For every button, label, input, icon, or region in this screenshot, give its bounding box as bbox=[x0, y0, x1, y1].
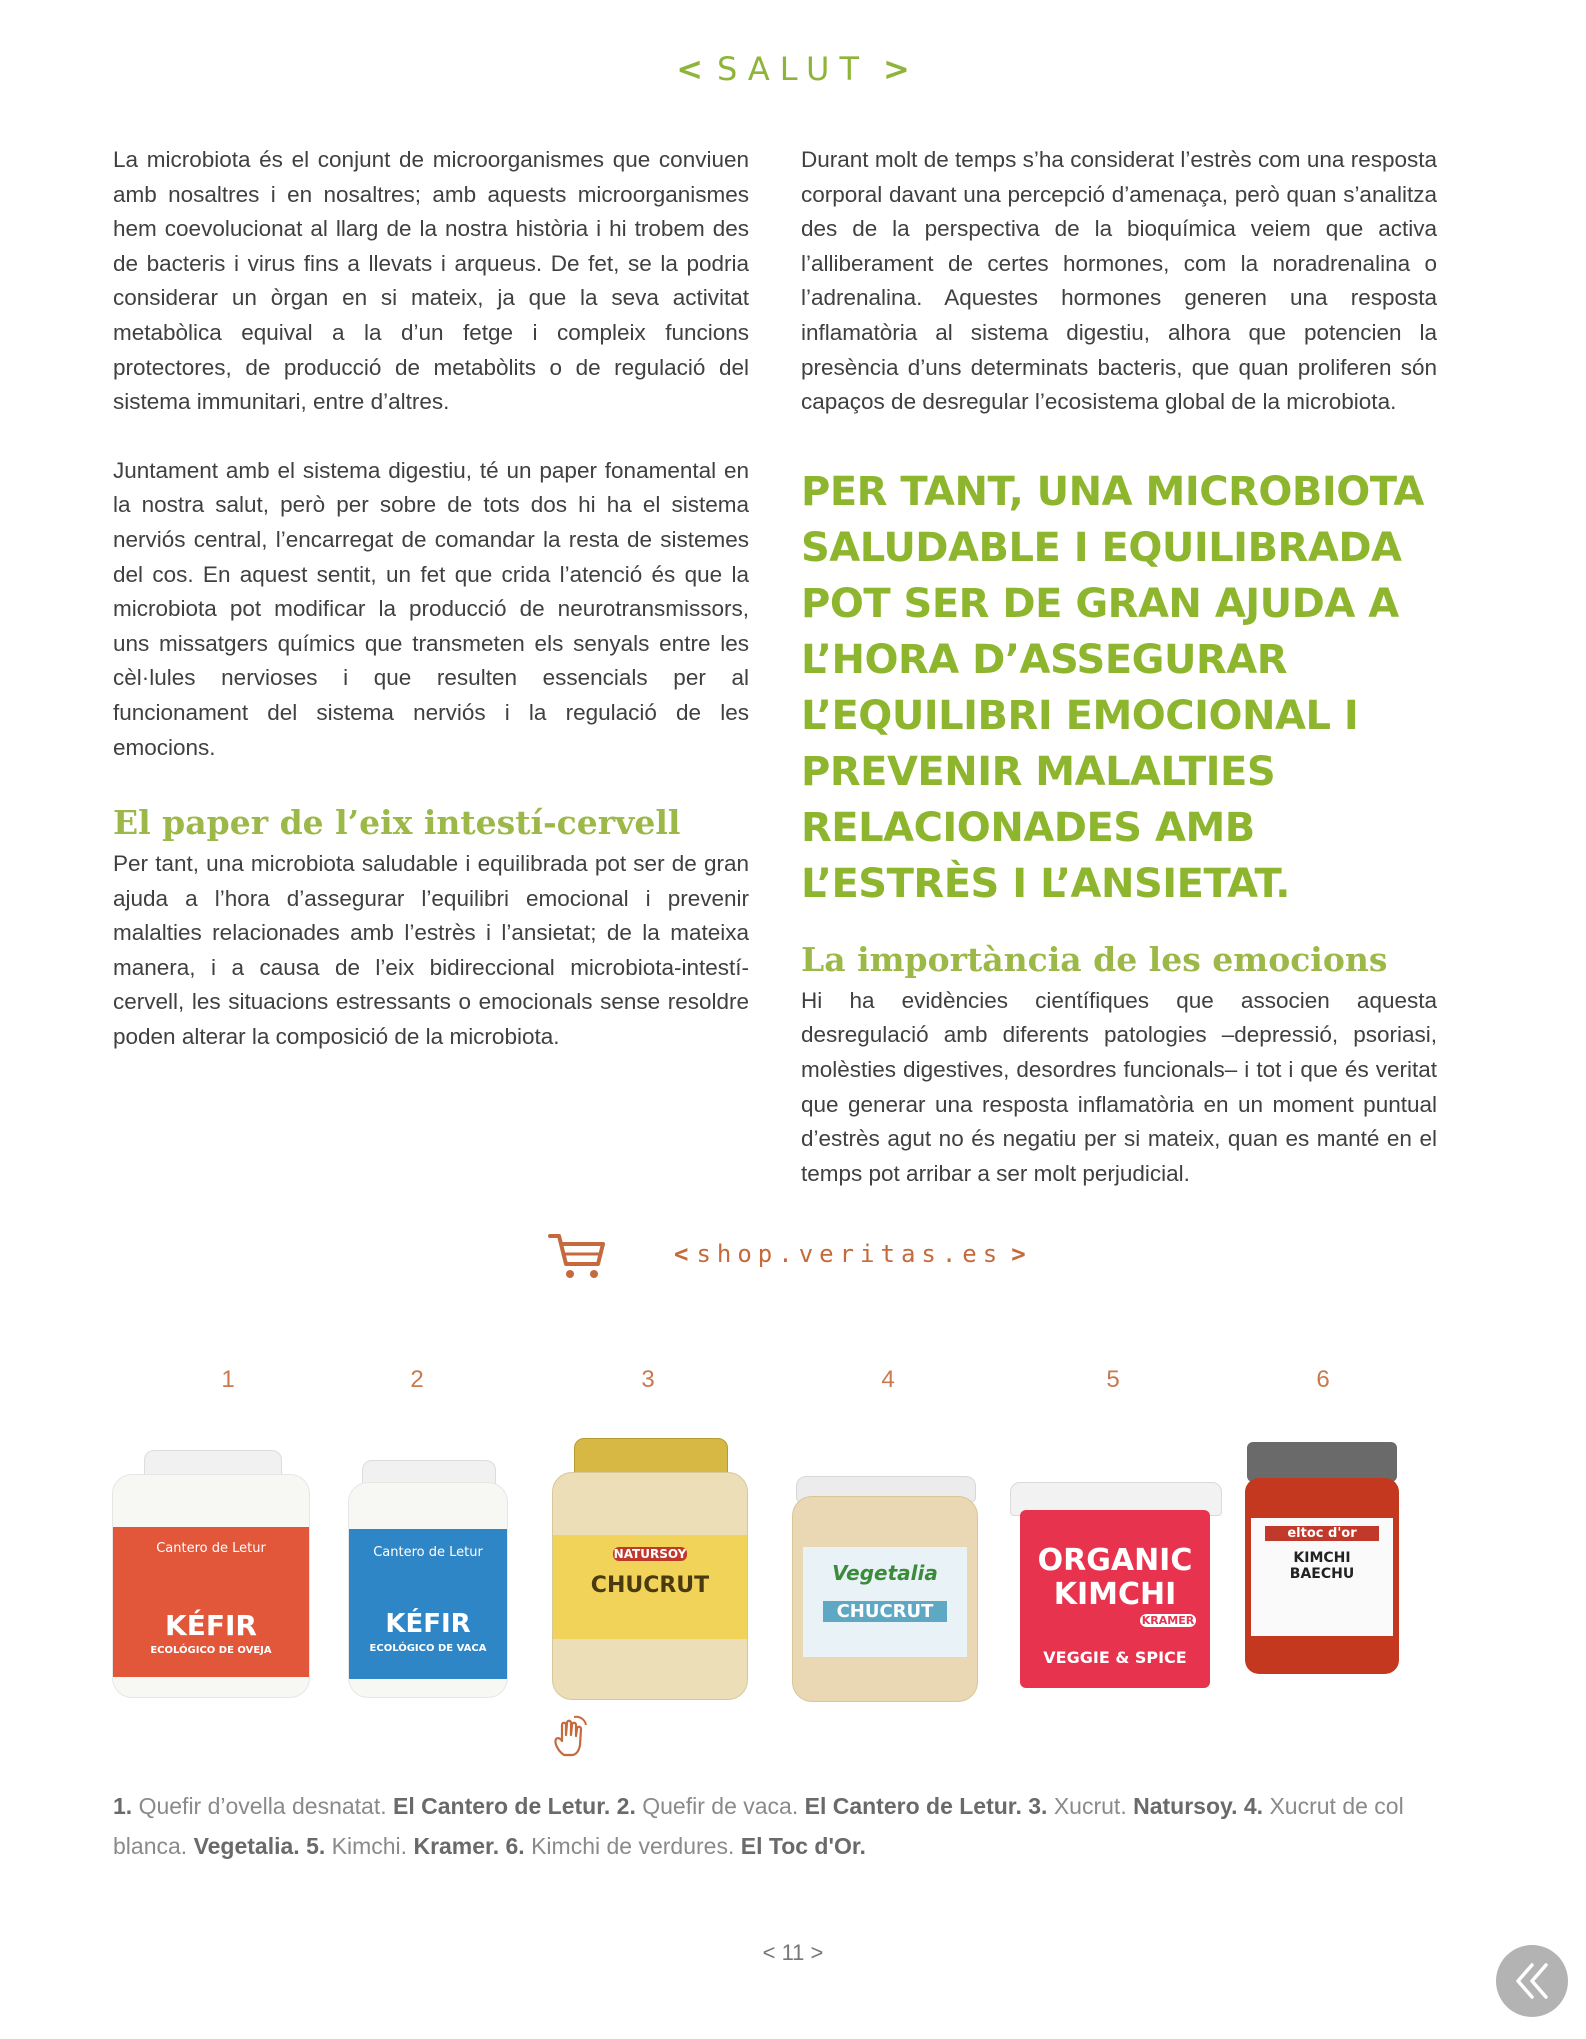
product-label: KÉFIR bbox=[385, 1609, 471, 1639]
product-brand: eltoc d'or bbox=[1265, 1526, 1379, 1541]
page-number: < 11 > bbox=[762, 1940, 824, 1965]
left-column bbox=[113, 143, 749, 1055]
product-brand: Vegetalia bbox=[832, 1561, 938, 1585]
caption-brand: Vegetalia. bbox=[193, 1833, 300, 1859]
caption-num: 5. bbox=[299, 1833, 326, 1859]
product-brand: KRAMER bbox=[1141, 1614, 1195, 1627]
caption-text: Quefir de vaca. bbox=[635, 1793, 805, 1819]
right-paragraph-1: Durant molt de temps s’ha considerat l’estrès com una resposta corporal davant una percepció d’amenaça, però quan s’analitza des de la perspectiva de la bioquímica veiem que activa l’alliberament de certes hormones, com la noradrenalina o l’adrenalina. Aquestes hormones generen una resposta inflamatòria al sistema digestiu, alhora que potencien la presència d’uns determinats bacteris, que quan proliferen són capaços de desregular l’ecosistema global de la microbiota. bbox=[801, 147, 1437, 415]
left-paragraph-2: Juntament amb el sistema digestiu, té un paper fonamental en la nostra salut, però per sobre de tots dos hi ha el sistema nerviós central, l’encarregat de comandar la resta de sistemes del cos. En aquest sentit, un fet que crida l’atenció és que la microbiota pot modificar la producció de neurotransmissors, uns missatgers químics que transmeten els senyals entre les cèl·lules nervioses i que resulten essencials per al funcionament del sistema nerviós i la regulació de les emocions. bbox=[113, 457, 749, 760]
caption-num: 2. bbox=[610, 1793, 636, 1819]
shop-url[interactable]: shop.veritas.es bbox=[696, 1240, 1004, 1268]
subheading-gut-brain-axis: El paper de l’eix intestí-cervell bbox=[113, 803, 681, 843]
caption-text: Kimchi de verdures. bbox=[524, 1833, 741, 1859]
product-kimchi-toc-dor[interactable] bbox=[1245, 1442, 1401, 1678]
cart-icon[interactable] bbox=[548, 1230, 606, 1282]
caption-text: Kimchi. bbox=[325, 1833, 414, 1859]
product-brand: Cantero de Letur bbox=[156, 1541, 266, 1556]
product-caption bbox=[113, 1786, 1443, 1866]
product-brand: Cantero de Letur bbox=[373, 1545, 483, 1560]
caption-brand: Kramer. bbox=[413, 1833, 500, 1859]
caption-num: 1. bbox=[113, 1793, 133, 1819]
caption-text: Xucrut. bbox=[1047, 1793, 1134, 1819]
double-chevron-left-icon bbox=[1510, 1961, 1554, 2001]
product-sublabel: VEGGIE & SPICE bbox=[1043, 1648, 1187, 1667]
product-sublabel: ECOLÓGICO DE OVEJA bbox=[150, 1645, 272, 1656]
product-kimchi-kramer[interactable] bbox=[1010, 1482, 1222, 1692]
left-paragraph-1: La microbiota és el conjunt de microorganismes que conviuen amb nosaltres i en nosaltres; amb aquests microorganismes hem coevolucionat al llarg de la nostra història i hi trobem des de bacteris i virus fins a llevats i arqueus. De fet, se la podria considerar un òrgan en si mateix, ja que la seva activitat metabòlica equival a la d’un fetge i compleix funcions protectores, de producció de metabòlits o de regulació del sistema immunitari, entre d’altres. bbox=[113, 147, 749, 415]
right-paragraph-2: Hi ha evidències científiques que associen aquesta desregulació amb diferents patologies –depressió, psoriasi, molèsties digestives, desordres funcionals– i tot i que és veritat que generar una resposta inflamatòria en un moment puntual d’estrès agut no és negatiu per si mateix, quan es manté en el temps pot arribar a ser molt perjudicial. bbox=[801, 987, 1437, 1186]
chevron-left-icon: < bbox=[674, 1240, 689, 1268]
product-label: CHUCRUT bbox=[590, 1573, 710, 1598]
product-label: KÉFIR bbox=[165, 1609, 257, 1642]
chevron-left-icon: < bbox=[676, 50, 703, 88]
product-chucrut-natursoy[interactable] bbox=[552, 1438, 748, 1702]
product-chucrut-vegetalia[interactable] bbox=[792, 1476, 978, 1702]
product-label: KIMCHI BAECHU bbox=[1289, 1550, 1355, 1582]
product-label: ORGANIC KIMCHI bbox=[1037, 1543, 1193, 1612]
product-number-1: 1 bbox=[221, 1366, 235, 1393]
left-paragraph-3: Per tant, una microbiota saludable i equilibrada pot ser de gran ajuda a l’hora d’assegurar l’equilibri emocional i prevenir malalties relacionades amb l’estrès i l’ansietat; de la mateixa manera, i a causa de l’eix bidireccional microbiota-intestí-cervell, les situacions estressants o emocionals sense resoldre poden alterar la composició de la microbiota. bbox=[113, 851, 749, 1050]
tap-hand-icon[interactable] bbox=[550, 1713, 590, 1757]
product-number-2: 2 bbox=[410, 1366, 424, 1393]
product-number-3: 3 bbox=[641, 1366, 655, 1393]
product-number-6: 6 bbox=[1316, 1366, 1330, 1393]
product-label: CHUCRUT bbox=[823, 1601, 947, 1622]
subheading-emotions: La importància de les emocions bbox=[801, 939, 1388, 979]
pull-quote: PER TANT, UNA MICROBIOTA SALUDABLE I EQUILIBRADA POT SER DE GRAN AJUDA A L’HORA D’ASSEGURAR L’EQUILIBRI EMOCIONAL I PREVENIR MALALTIES RELACIONADES AMB L’ESTRÈS I L’ANSIETAT. bbox=[801, 468, 1424, 907]
caption-num: 6. bbox=[499, 1833, 525, 1859]
caption-num: 4. bbox=[1237, 1793, 1264, 1819]
chevron-right-icon: > bbox=[883, 50, 910, 88]
back-button[interactable] bbox=[1496, 1945, 1568, 2017]
right-column bbox=[801, 143, 1437, 1191]
caption-brand: El Toc d'Or. bbox=[740, 1833, 866, 1859]
product-number-4: 4 bbox=[881, 1366, 895, 1393]
section-title: SALUT bbox=[717, 50, 869, 88]
caption-num: 3. bbox=[1021, 1793, 1048, 1819]
product-sublabel: ECOLÓGICO DE VACA bbox=[369, 1643, 487, 1654]
product-brand: NATURSOY bbox=[613, 1547, 687, 1561]
section-header bbox=[0, 50, 1586, 88]
chevron-right-icon: > bbox=[1011, 1240, 1026, 1268]
product-kefir-oveja[interactable] bbox=[112, 1450, 312, 1700]
caption-brand: El Cantero de Letur. bbox=[804, 1793, 1022, 1819]
shop-banner bbox=[0, 1230, 1586, 1290]
caption-text: Xucrut de col blanca. bbox=[113, 1793, 1404, 1859]
product-number-5: 5 bbox=[1106, 1366, 1120, 1393]
product-kefir-vaca[interactable] bbox=[348, 1460, 508, 1700]
shop-link[interactable] bbox=[666, 1240, 1034, 1268]
caption-brand: Natursoy. bbox=[1133, 1793, 1238, 1819]
caption-text: Quefir d’ovella desnatat. bbox=[132, 1793, 394, 1819]
caption-brand: El Cantero de Letur. bbox=[393, 1793, 611, 1819]
